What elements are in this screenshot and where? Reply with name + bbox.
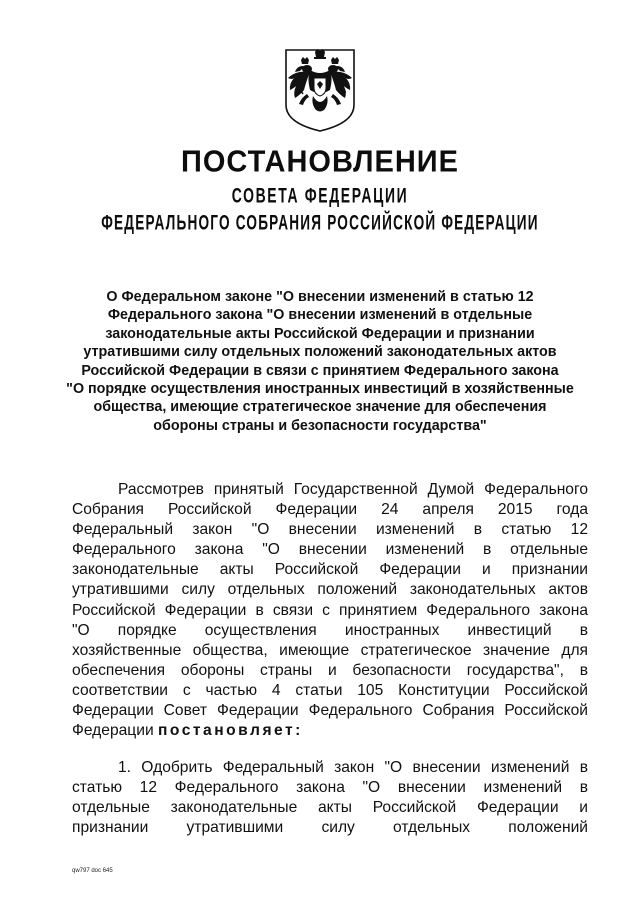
paragraph-line: Российской Федерации в связи с принятием Федерального закона: [72, 601, 588, 619]
paragraph-line: [72, 721, 588, 741]
paragraph-line-prefix: Федерации: [72, 722, 158, 740]
subject-line: Федерального закона "О внесении изменений в отдельные: [107, 307, 533, 324]
subject-line: обороны страны и безопасности государства": [153, 417, 487, 434]
resolution-subject: [60, 288, 580, 435]
state-emblem-icon: [285, 48, 355, 132]
paragraph-line: "О порядке осуществления иностранных инвестиций в: [72, 621, 588, 639]
issuer-line-2: ФЕДЕРАЛЬНОГО СОБРАНИЯ РОССИЙСКОЙ ФЕДЕРАЦИИ: [101, 210, 539, 235]
paragraph-line: Федеральный закон "О внесении изменений в статью 12: [72, 521, 588, 539]
subject-line: "О порядке осуществления иностранных инвестиций в хозяйственные: [66, 381, 574, 398]
clause-1-paragraph: [72, 758, 588, 838]
paragraph-line: Собрания Российской Федерации 24 апреля 2015 года: [72, 501, 588, 519]
document-code: qw797 doc 645: [72, 868, 113, 874]
subject-line: законодательные акты Российской Федерации и признании: [105, 325, 535, 342]
paragraph-line: 1. Одобрить Федеральный закон "О внесении изменений в: [118, 759, 588, 776]
paragraph-line: Федерального закона "О внесении изменений в отдельные: [72, 541, 588, 559]
paragraph-line: статью 12 Федерального закона "О внесении изменений в: [72, 779, 588, 797]
subject-line: общества, имеющие стратегическое значение для обеспечения: [93, 399, 547, 416]
subject-line: утратившими силу отдельных положений законодательных актов: [83, 344, 557, 361]
subject-line: Российской Федерации в связи с принятием Федерального закона: [81, 362, 559, 379]
paragraph-line: Рассмотрев принятый Государственной Думой Федерального: [118, 481, 588, 498]
paragraph-line: соответствии с частью 4 статьи 105 Конституции Российской: [72, 681, 588, 699]
paragraph-line: признании утратившими силу отдельных положений: [72, 819, 588, 837]
paragraph-line: Федерации Совет Федерации Федерального Собрания Российской: [72, 702, 588, 720]
preamble-paragraph: [72, 480, 588, 741]
paragraph-line: хозяйственные общества, имеющие стратегическое значение для: [72, 641, 588, 659]
resolution-verb: постановляет:: [158, 722, 303, 740]
paragraph-line: обеспечения обороны страны и безопасности государства", в: [72, 661, 588, 679]
subject-line: О Федеральном законе "О внесении изменений в статью 12: [106, 289, 534, 305]
paragraph-line: отдельные законодательные акты Российской Федерации и: [72, 799, 588, 817]
paragraph-line: утратившими силу отдельных положений законодательных актов: [72, 581, 588, 599]
paragraph-line: законодательные акты Российской Федерации и признании: [72, 561, 588, 579]
issuer-line-1: СОВЕТА ФЕДЕРАЦИИ: [231, 183, 409, 208]
document-type-title: ПОСТАНОВЛЕНИЕ: [181, 145, 459, 179]
